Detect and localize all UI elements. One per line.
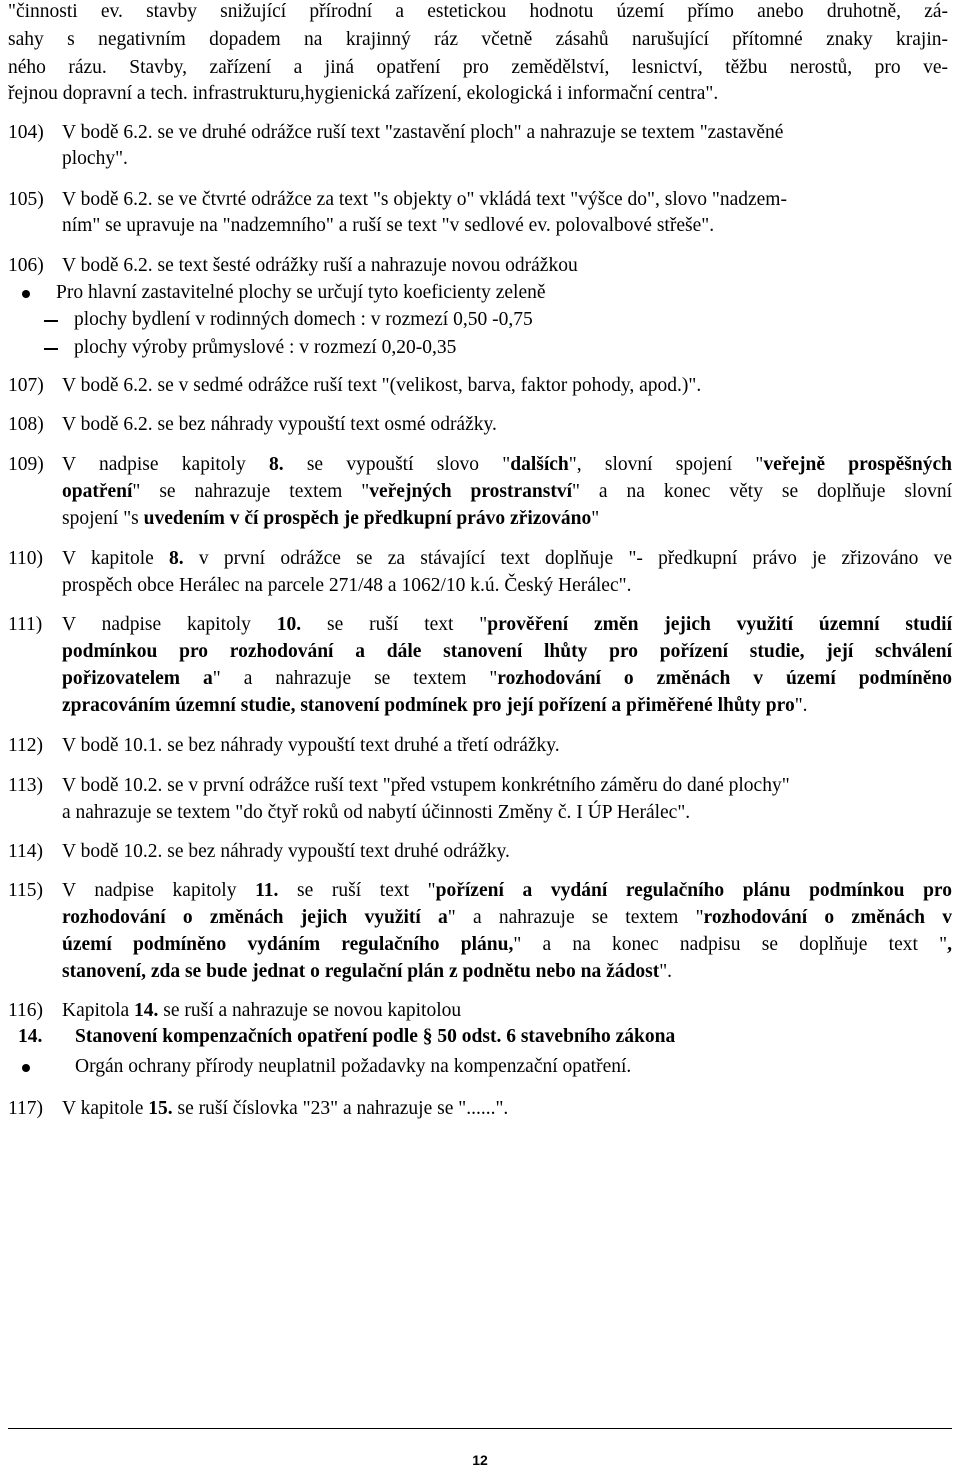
item-109-line-3 [62, 505, 599, 532]
item-number-107: 107) [8, 375, 44, 396]
text-run: 11. [255, 880, 279, 901]
item-number-109: 109) [8, 454, 44, 475]
text-run: rozhodování o změnách v území podmíněno [497, 668, 952, 689]
text-run: Kapitola [62, 1000, 135, 1021]
item-106-dash-1: plochy bydlení v rodinných domech : v rozmezí 0,50 -0,75 [74, 309, 533, 330]
item-113-text: V bodě 10.2. se v první odrážce ruší text "před vstupem konkrétního záměru do dané plochy" [62, 775, 790, 796]
item-number-106: 106) [8, 255, 44, 276]
item-number-112: 112) [8, 735, 44, 756]
item-111-line-3 [62, 665, 952, 692]
item-110-line-1 [62, 545, 952, 572]
item-number-111: 111) [8, 614, 43, 635]
text-run: se ruší text " [278, 880, 436, 901]
item-114-text: V bodě 10.2. se bez náhrady vypouští text druhé odrážky. [62, 841, 510, 862]
item-116-text [62, 997, 461, 1024]
footer-rule [8, 1428, 952, 1429]
dash-icon [44, 320, 58, 322]
text-run: , [947, 934, 952, 955]
item-number-114: 114) [8, 841, 44, 862]
item-number-113: 113) [8, 775, 44, 796]
item-116-bullet-text: Orgán ochrany přírody neuplatnil požadavky na kompenzační opatření. [75, 1056, 632, 1077]
text-run: " a nahrazuje se textem " [447, 907, 704, 928]
item-115-line-1 [62, 877, 952, 904]
item-115-line-3 [62, 931, 952, 958]
item-117-text [62, 1095, 508, 1122]
new-chapter-heading: Stanovení kompenzačních opatření podle § 50 odst. 6 stavebního zákona [75, 1026, 676, 1047]
text-run: V kapitole [62, 548, 170, 569]
text-run: se ruší text " [301, 614, 488, 635]
item-104-text-cont: plochy". [62, 148, 128, 169]
item-110-line-2: prospěch obce Herálec na parcele 271/48 a 1062/10 k.ú. Český Herálec". [62, 575, 632, 596]
item-111-line-4 [62, 692, 808, 719]
item-105-text: V bodě 6.2. se ve čtvrté odrážce za text "s objekty o" vkládá text "výšce do", slovo "nadzem- [62, 189, 787, 210]
text-run: pořízení a vydání regulačního plánu podmínkou pro [435, 880, 952, 901]
text-run: uvedením v čí prospěch je předkupní právo zřizováno [143, 508, 592, 529]
text-run: " se nahrazuje textem " [132, 481, 370, 502]
text-run: dalších [510, 454, 569, 475]
text-run: podmínkou pro rozhodování a dále stanovení lhůty pro pořízení studie, její schválení [62, 641, 952, 662]
item-115-line-2 [62, 904, 952, 931]
item-113-text-cont: a nahrazuje se textem "do čtyř roků od nabytí účinnosti Změny č. I ÚP Herálec". [62, 802, 691, 823]
text-run: " a nahrazuje se textem " [212, 668, 498, 689]
text-run: V nadpise kapitoly [62, 614, 277, 635]
item-number-108: 108) [8, 414, 44, 435]
text-run: " a na konec věty se doplňuje slovní [572, 481, 952, 502]
item-109-line-1 [62, 451, 952, 478]
bullet-icon [22, 290, 30, 298]
text-run: pořizovatelem a [62, 668, 213, 689]
text-run: se vypouští slovo " [283, 454, 511, 475]
text-run: " a na konec nadpisu se doplňuje text " [513, 934, 948, 955]
intro-line-1: "činnosti ev. stavby snižující přírodní a estetickou hodnotu území přímo anebo druhotně, zá- [8, 1, 948, 22]
text-run: veřejných prostranství [369, 481, 572, 502]
text-run: 14. [134, 1000, 159, 1021]
item-104-text: V bodě 6.2. se ve druhé odrážce ruší text "zastavění ploch" a nahrazuje se textem "zastavěné [62, 122, 784, 143]
text-run: rozhodování o změnách v [703, 907, 952, 928]
text-run: veřejně prospěšných [763, 454, 952, 475]
text-run: " [591, 508, 600, 529]
item-112-text: V bodě 10.1. se bez náhrady vypouští text druhé a třetí odrážky. [62, 735, 560, 756]
item-number-105: 105) [8, 189, 44, 210]
new-chapter-number: 14. [18, 1026, 43, 1047]
item-number-116: 116) [8, 1000, 44, 1021]
text-run: V kapitole [62, 1098, 149, 1119]
item-115-line-4 [62, 958, 672, 985]
text-run: území podmíněno vydáním regulačního plánu, [62, 934, 514, 955]
text-run: prověření změn jejich využití územní studií [487, 614, 952, 635]
text-run: se ruší a nahrazuje se novou kapitolou [158, 1000, 462, 1021]
intro-line-2: sahy s negativním dopadem na krajinný ráz včetně zásahů narušující přítomné znaky krajin- [8, 29, 948, 50]
item-106-bullet-text: Pro hlavní zastavitelné plochy se určují tyto koeficienty zeleně [56, 282, 546, 303]
text-run: 8. [169, 548, 184, 569]
text-run: 15. [148, 1098, 173, 1119]
text-run: zpracováním územní studie, stanovení podmínek pro její pořízení a přiměřené lhůty pro [62, 695, 795, 716]
item-105-text-cont: ním" se upravuje na "nadzemního" a ruší se text "v sedlové ev. polovalbové střeše". [62, 215, 715, 236]
text-run: v první odrážce se za stávající text doplňuje "- předkupní právo je zřizováno ve [183, 548, 952, 569]
text-run: opatření [62, 481, 133, 502]
item-number-104: 104) [8, 122, 44, 143]
text-run: ". [659, 961, 673, 982]
text-run: spojení "s [62, 508, 144, 529]
text-run: rozhodování o změnách jejich využití a [62, 907, 448, 928]
item-106-dash-2: plochy výroby průmyslové : v rozmezí 0,20-0,35 [74, 337, 457, 358]
item-111-line-1 [62, 611, 952, 638]
page-number: 12 [472, 1452, 488, 1468]
text-run: se ruší číslovka "23" a nahrazuje se "......". [172, 1098, 509, 1119]
intro-line-4: řejnou dopravní a tech. infrastrukturu,hygienická zařízení, ekologická i informační centra". [8, 83, 719, 104]
text-run: ", slovní spojení " [568, 454, 764, 475]
item-111-line-2 [62, 638, 952, 665]
text-run: V nadpise kapitoly [62, 880, 256, 901]
item-108-text: V bodě 6.2. se bez náhrady vypouští text osmé odrážky. [62, 414, 497, 435]
text-run: ". [794, 695, 808, 716]
text-run: stanovení, zda se bude jednat o regulační plán z podnětu nebo na žádost [62, 961, 660, 982]
item-number-117: 117) [8, 1098, 44, 1119]
text-run: 8. [268, 454, 284, 475]
item-106-text: V bodě 6.2. se text šesté odrážky ruší a nahrazuje novou odrážkou [62, 255, 578, 276]
item-107-text: V bodě 6.2. se v sedmé odrážce ruší text "(velikost, barva, faktor pohody, apod.)". [62, 375, 702, 396]
item-number-110: 110) [8, 548, 44, 569]
dash-icon [44, 348, 58, 350]
item-109-line-2 [62, 478, 952, 505]
bullet-icon [22, 1064, 30, 1072]
text-run: V nadpise kapitoly [62, 454, 269, 475]
intro-line-3: ného rázu. Stavby, zařízení a jiná opatření pro zemědělství, lesnictví, těžbu nerostů, pro ve- [8, 57, 948, 78]
text-run: 10. [276, 614, 302, 635]
item-number-115: 115) [8, 880, 44, 901]
